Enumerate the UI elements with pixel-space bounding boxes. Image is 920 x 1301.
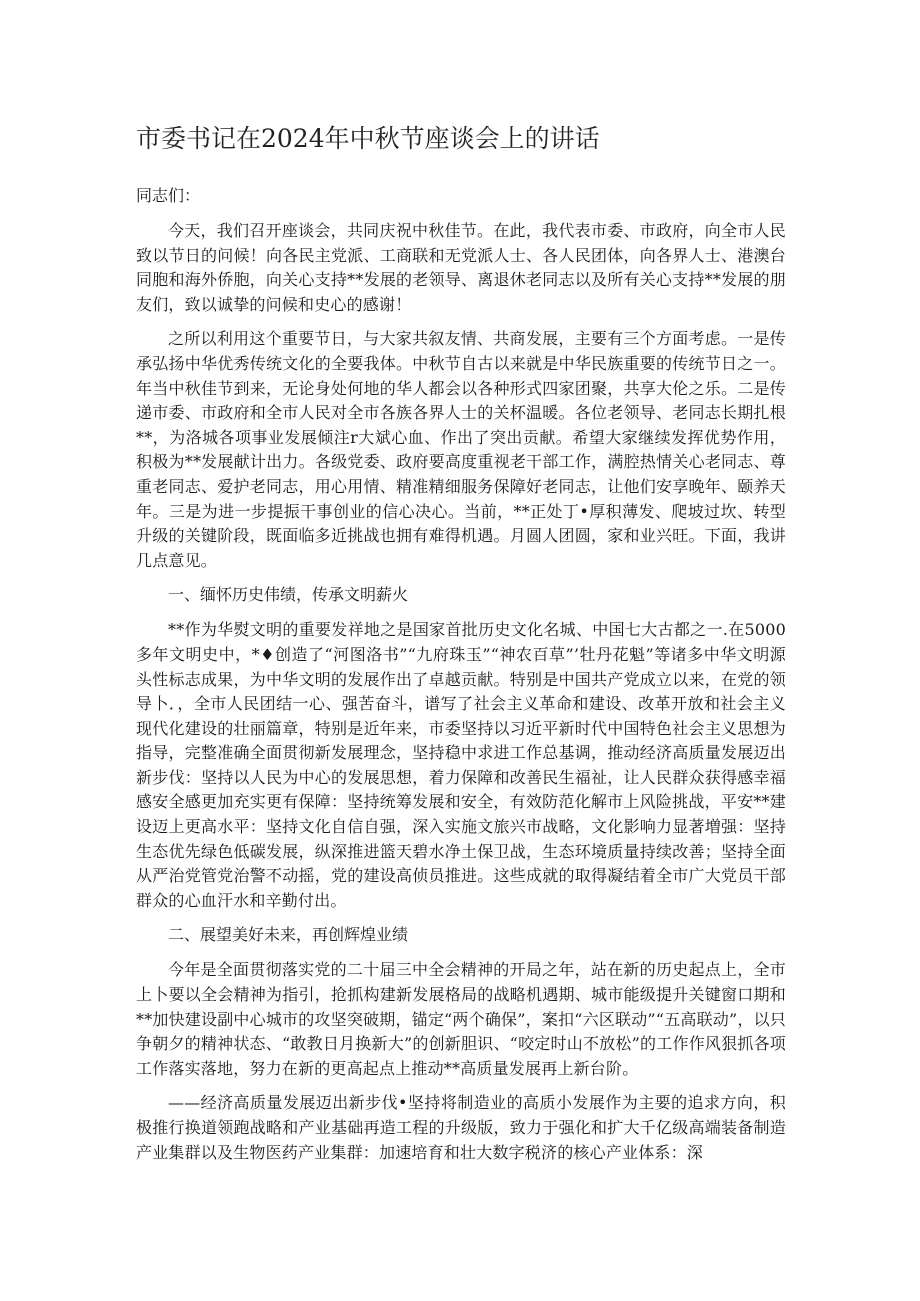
document-title: 市委书记在2024年中秋节座谈会上的讲话 [136,124,600,153]
document-page [136,120,786,1175]
paragraph-future: 今年是全面贯彻落实党的二十届三中全会精神的开局之年，站在新的历史起点上，全市上卜要以全会精神为指引，抢抓构建新发展格局的战略机遇期、城市能级提升关键窗口期和**加快建设副中心城市的攻坚突破期，锚定“两个确保”，案扣“六区联动”“五高联动”，以只争朝夕的精神状态、“敢教日月换新大”的创新胆识、“咬定时山不放松”的工作作风狠抓各项工作落实落地，努力在新的更高起点上推动**高质量发展再上新台阶。 [136,960,786,1078]
paragraph-history: **作为华熨文明的重要发祥地之是国家首批历史文化名城、中国七大古都之一.在5000多年文明史中，*♦创造了“河图洛书”“九府珠玉”“神农百草”’牡丹花魁”等诸多中华文明源头性标志成果，为中华文明的发展作出了卓越贡献。特别是中国共产党成立以来，在党的领导卜．，全市人民团结一心、强苦奋斗，谱写了社会主义革命和建设、改革开放和社会主义现代化建设的壮丽篇章，特别是近年来，市委坚持以习近平新时代中国特色社会主义思想为指导，完整准确全面贯彻新发展理念，坚持稳中求进工作总基调，推动经济高质量发展迈出新步伐：坚持以人民为中心的发展思想，着力保障和改善民生福祉，让人民群众获得感幸福感安全感更加充实更有保障：坚持统筹发展和安全，有效防范化解市上风险挑战，平安**建设迈上更高水平：坚持文化自信自强，深入实施文旅兴市战略，文化影响力显著増强：坚持生态优先绿色低碳发展，纵深推进篮天碧水净土保卫战，生态环境质量持续改善；坚持全面从严治党管党治警不动摇，党的建设高侦员推进。这些成就的取得凝结着全市广大党员干部群众的心血汗水和辛勤付出。 [136,620,786,910]
salutation: 同志们： [136,186,201,205]
paragraph-reasons: 之所以利用这个重要节日，与大家共叙友情、共商发展，主要有三个方面考虑。一是传承弘扬中华优秀传统文化的全要我体。中秋节自古以来就是中华民族重要的传统节日之一。年当中秋佳节到来，无论身处何地的华人都会以各种形式四家团聚，共享大伦之乐。二是传递市委、市政府和全市人民对全市各族各界人士的关杯温暖。各位老领导、老同志长期扎根**，为洛城各项事业发展倾注r大斌心血、作出了突出贡献。希望大家继续发挥优势作用，积极为**发展献计出力。各级党委、政府要高度重视老干部工作，满腔热情关心老同志、尊重老同志、爱护老同志，用心用情、精准精细服务保障好老同志，让他们安享晚年、颐养天年。三是为进一步提振干事创业的信心决心。当前，**正处丁•厚积薄发、爬坡过坎、转型升级的关键阶段，既面临多近挑战也拥有难得机遇。月圆人团圆，家和业兴旺。下面，我讲几点意见。 [136,329,786,570]
section-heading-1: 一、缅怀历史伟绩，传承文明薪火 [168,585,409,605]
paragraph-economy: ——经济高质量发展迈出新步伐•坚持将制造业的高质小发展作为主要的追求方向，积极推行换道领跑战略和产业基础再造工程的升级版，致力于强化和扩大千亿级高端装备制造产业集群以及生物医药产业集群：加速培育和壮大数字税济的核心产业体系：深 [136,1093,786,1162]
section-heading-2: 二、展望美好未来，再创辉煌业绩 [168,925,409,945]
paragraph-greeting: 今天，我们召开座谈会，共同庆祝中秋佳节。在此，我代表市委、市政府，向全市人民致以节日的问候！向各民主党派、工商联和无党派人士、各人民团体，向各界人士、港澳台同胞和海外侨胞，向关心支持**发展的老领导、离退休老同志以及所有关心支持**发展的朋友们，致以诚挚的问候和史心的感谢！ [136,221,786,314]
